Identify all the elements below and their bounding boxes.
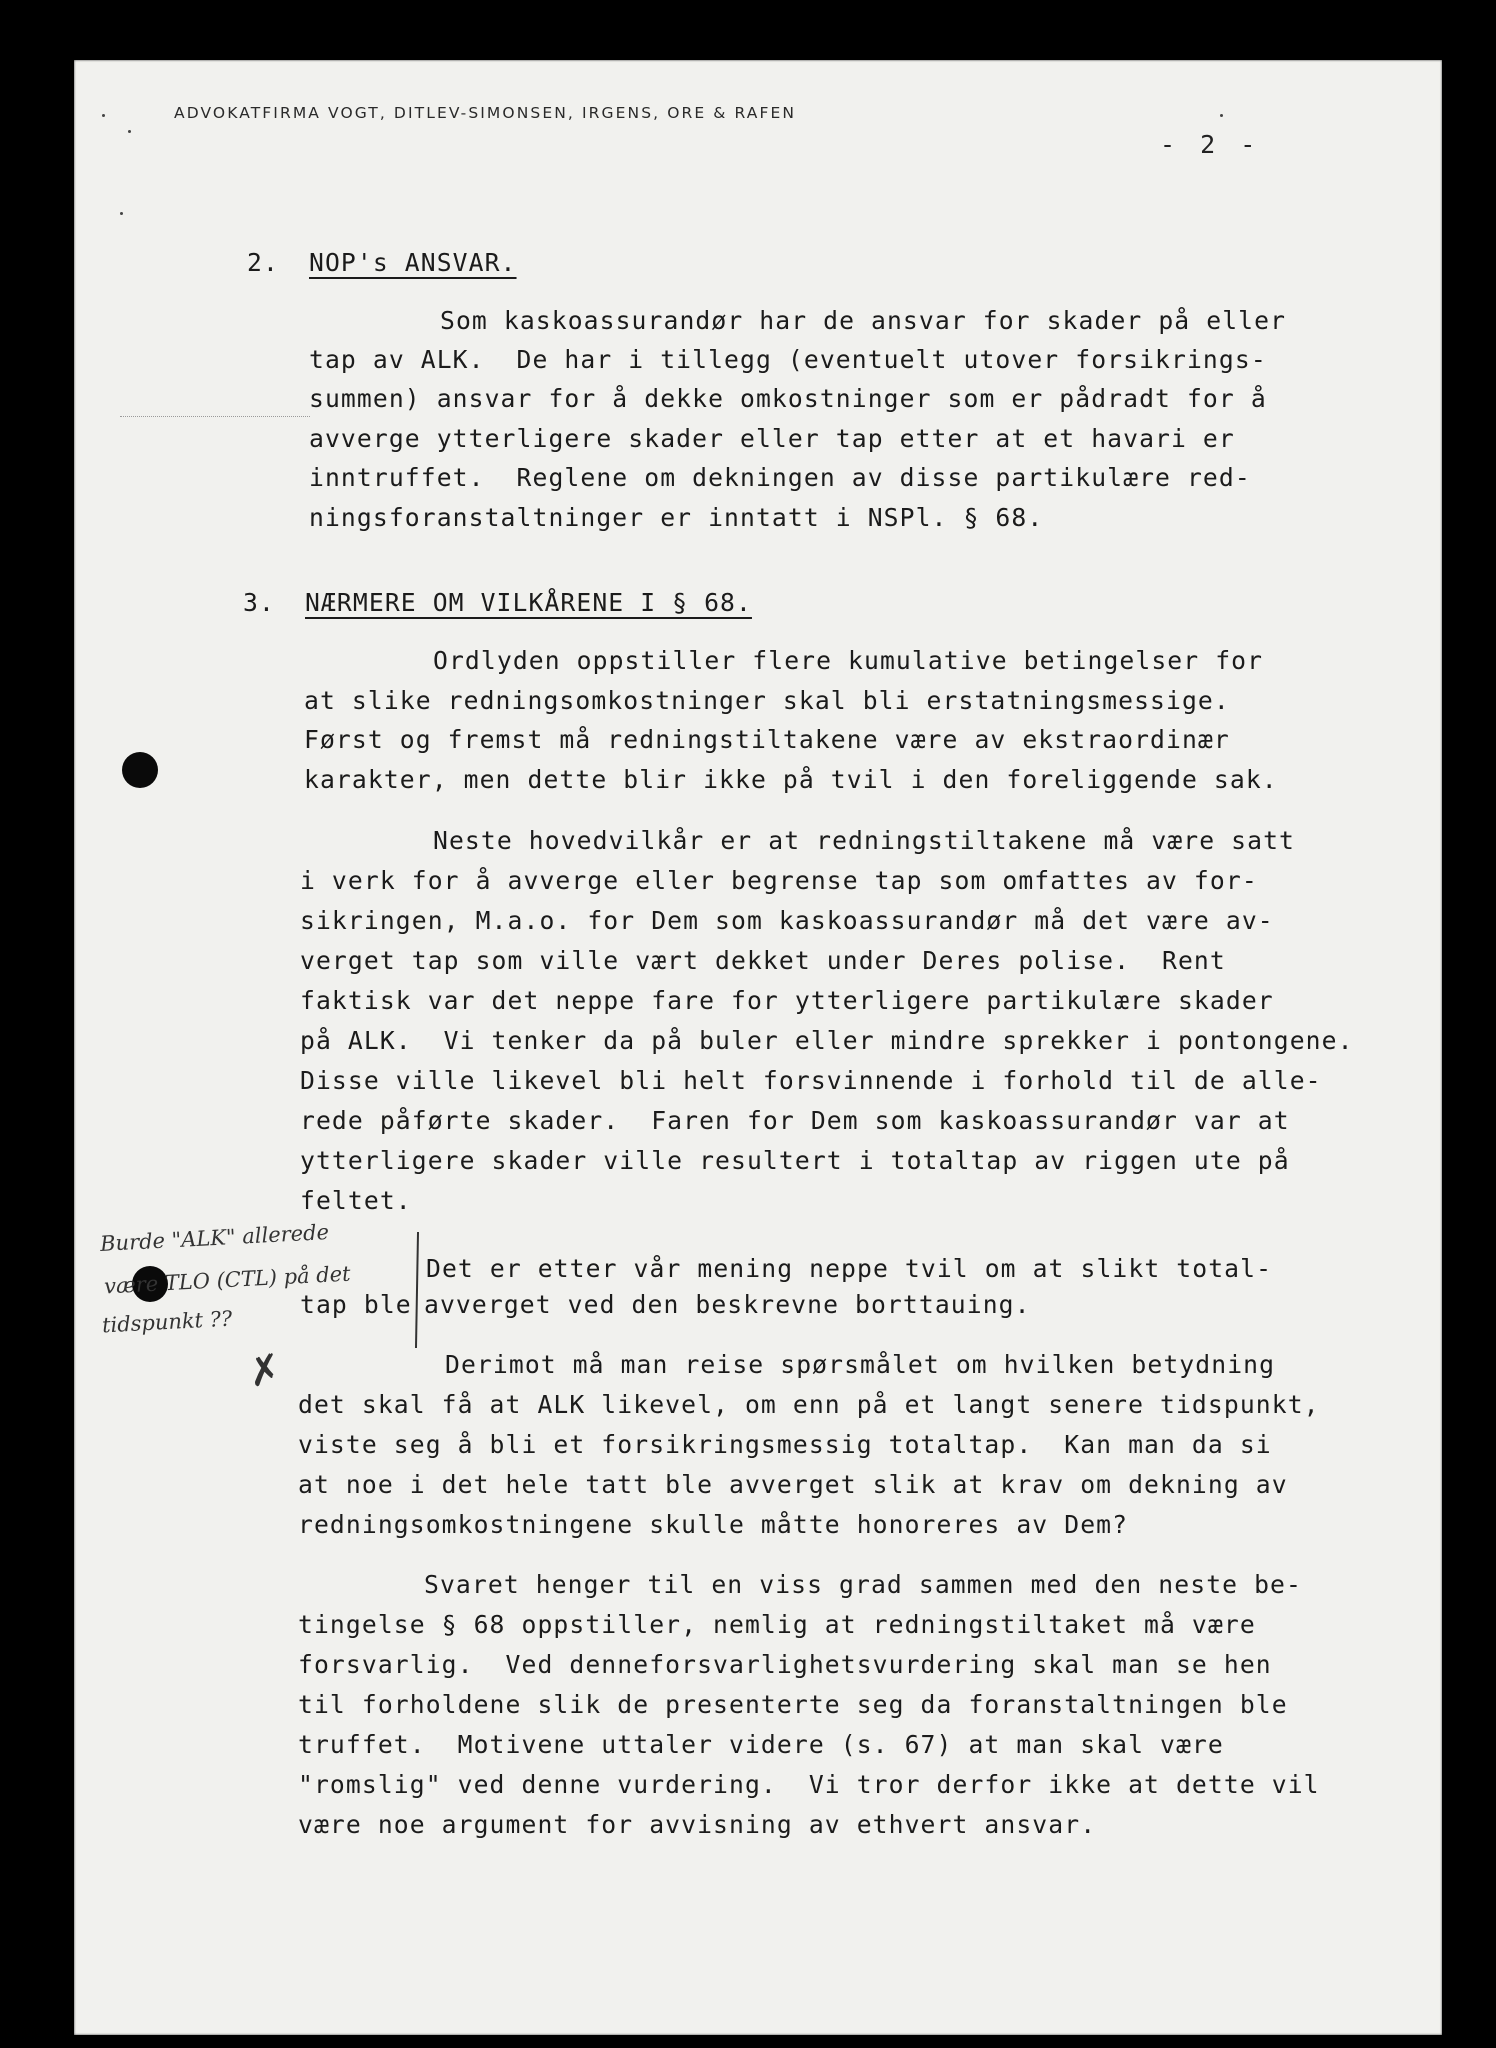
paragraph-line: Først og fremst må redningstiltakene være av ekstraordinær bbox=[304, 725, 1230, 754]
scan-speck bbox=[120, 212, 123, 215]
handwritten-note-line: være TLO (CTL) på det bbox=[103, 1261, 352, 1299]
faint-margin-rule bbox=[120, 416, 310, 417]
paragraph-line: summen) ansvar for å dekke omkostninger som er pådradt for å bbox=[309, 384, 1267, 413]
page-number: - 2 - bbox=[1160, 130, 1261, 159]
section-heading: NOP's ANSVAR. bbox=[309, 248, 517, 277]
paragraph-line: inntruffet. Reglene om dekningen av disse partikulære red- bbox=[309, 463, 1251, 492]
paragraph-line: rede påførte skader. Faren for Dem som kaskoassurandør var at bbox=[300, 1106, 1290, 1135]
paragraph-line: at noe i det hele tatt ble avverget slik at krav om dekning av bbox=[298, 1470, 1288, 1499]
paragraph-line: viste seg å bli et forsikringsmessig totaltap. Kan man da si bbox=[298, 1430, 1272, 1459]
paragraph-line: i verk for å avverge eller begrense tap som omfattes av for- bbox=[300, 866, 1258, 895]
paragraph-line: til forholdene slik de presenterte seg da foranstaltningen ble bbox=[298, 1690, 1288, 1719]
paragraph-line: feltet. bbox=[300, 1186, 412, 1215]
paragraph-line: det skal få at ALK likevel, om enn på et langt senere tidspunkt, bbox=[298, 1390, 1320, 1419]
paragraph-line: Svaret henger til en viss grad sammen med den neste be- bbox=[424, 1570, 1302, 1599]
paragraph-line: at slike redningsomkostninger skal bli erstatningsmessige. bbox=[304, 686, 1230, 715]
paragraph-line: faktisk var det neppe fare for ytterligere partikulære skader bbox=[300, 986, 1274, 1015]
paragraph-line: ningsforanstaltninger er inntatt i NSPl. § 68. bbox=[309, 503, 1044, 532]
punch-hole-top bbox=[122, 752, 158, 788]
paragraph-line: tap av ALK. De har i tillegg (eventuelt utover forsikrings- bbox=[309, 345, 1267, 374]
paragraph-line: tap ble bbox=[300, 1290, 412, 1319]
paragraph-line: sikringen, M.a.o. for Dem som kaskoassurandør må det være av- bbox=[300, 906, 1274, 935]
paragraph-line: på ALK. Vi tenker da på buler eller mindre sprekker i pontongene. bbox=[300, 1026, 1354, 1055]
letterhead-firm-name: ADVOKATFIRMA VOGT, DITLEV-SIMONSEN, IRGENS, ORE & RAFEN bbox=[174, 104, 797, 122]
paragraph-line: Som kaskoassurandør har de ansvar for skader på eller bbox=[440, 306, 1287, 335]
scan-speck bbox=[128, 130, 131, 133]
paragraph-line: avverge ytterligere skader eller tap etter at et havari er bbox=[309, 424, 1235, 453]
section-heading: NÆRMERE OM VILKÅRENE I § 68. bbox=[305, 588, 752, 617]
handwritten-mark: ✗ bbox=[243, 1345, 286, 1397]
scan-speck bbox=[102, 114, 105, 117]
scan-speck bbox=[1220, 114, 1223, 117]
paragraph-line: Derimot må man reise spørsmålet om hvilken betydning bbox=[445, 1350, 1276, 1379]
handwritten-note-line: Burde "ALK" allerede bbox=[99, 1220, 330, 1256]
paragraph-line: redningsomkostningene skulle måtte honoreres av Dem? bbox=[298, 1510, 1129, 1539]
section-number: 2. bbox=[247, 248, 279, 277]
paragraph-line: "romslig" ved denne vurdering. Vi tror derfor ikke at dette vil bbox=[298, 1770, 1320, 1799]
paragraph-line: Det er etter vår mening neppe tvil om at slikt total- bbox=[426, 1254, 1273, 1283]
paragraph-line: Ordlyden oppstiller flere kumulative betingelser for bbox=[433, 646, 1264, 675]
paragraph-line: avverget ved den beskrevne borttauing. bbox=[424, 1290, 1031, 1319]
paragraph-line: truffet. Motivene uttaler videre (s. 67) at man skal være bbox=[298, 1730, 1224, 1759]
paragraph-line: verget tap som ville vært dekket under Deres polise. Rent bbox=[300, 946, 1226, 975]
paragraph-line: Disse ville likevel bli helt forsvinnende i forhold til de alle- bbox=[300, 1066, 1322, 1095]
paragraph-line: karakter, men dette blir ikke på tvil i den foreliggende sak. bbox=[304, 765, 1278, 794]
handwritten-note-line: tidspunkt ?? bbox=[101, 1306, 233, 1338]
paragraph-line: ytterligere skader ville resultert i totaltap av riggen ute på bbox=[300, 1146, 1290, 1175]
paragraph-line: være noe argument for avvisning av ethvert ansvar. bbox=[298, 1810, 1097, 1839]
paragraph-line: tingelse § 68 oppstiller, nemlig at redningstiltaket må være bbox=[298, 1610, 1256, 1639]
section-number: 3. bbox=[243, 588, 275, 617]
paragraph-line: Neste hovedvilkår er at redningstiltakene må være satt bbox=[433, 826, 1296, 855]
paragraph-line: forsvarlig. Ved denneforsvarlighetsvurdering skal man se hen bbox=[298, 1650, 1272, 1679]
